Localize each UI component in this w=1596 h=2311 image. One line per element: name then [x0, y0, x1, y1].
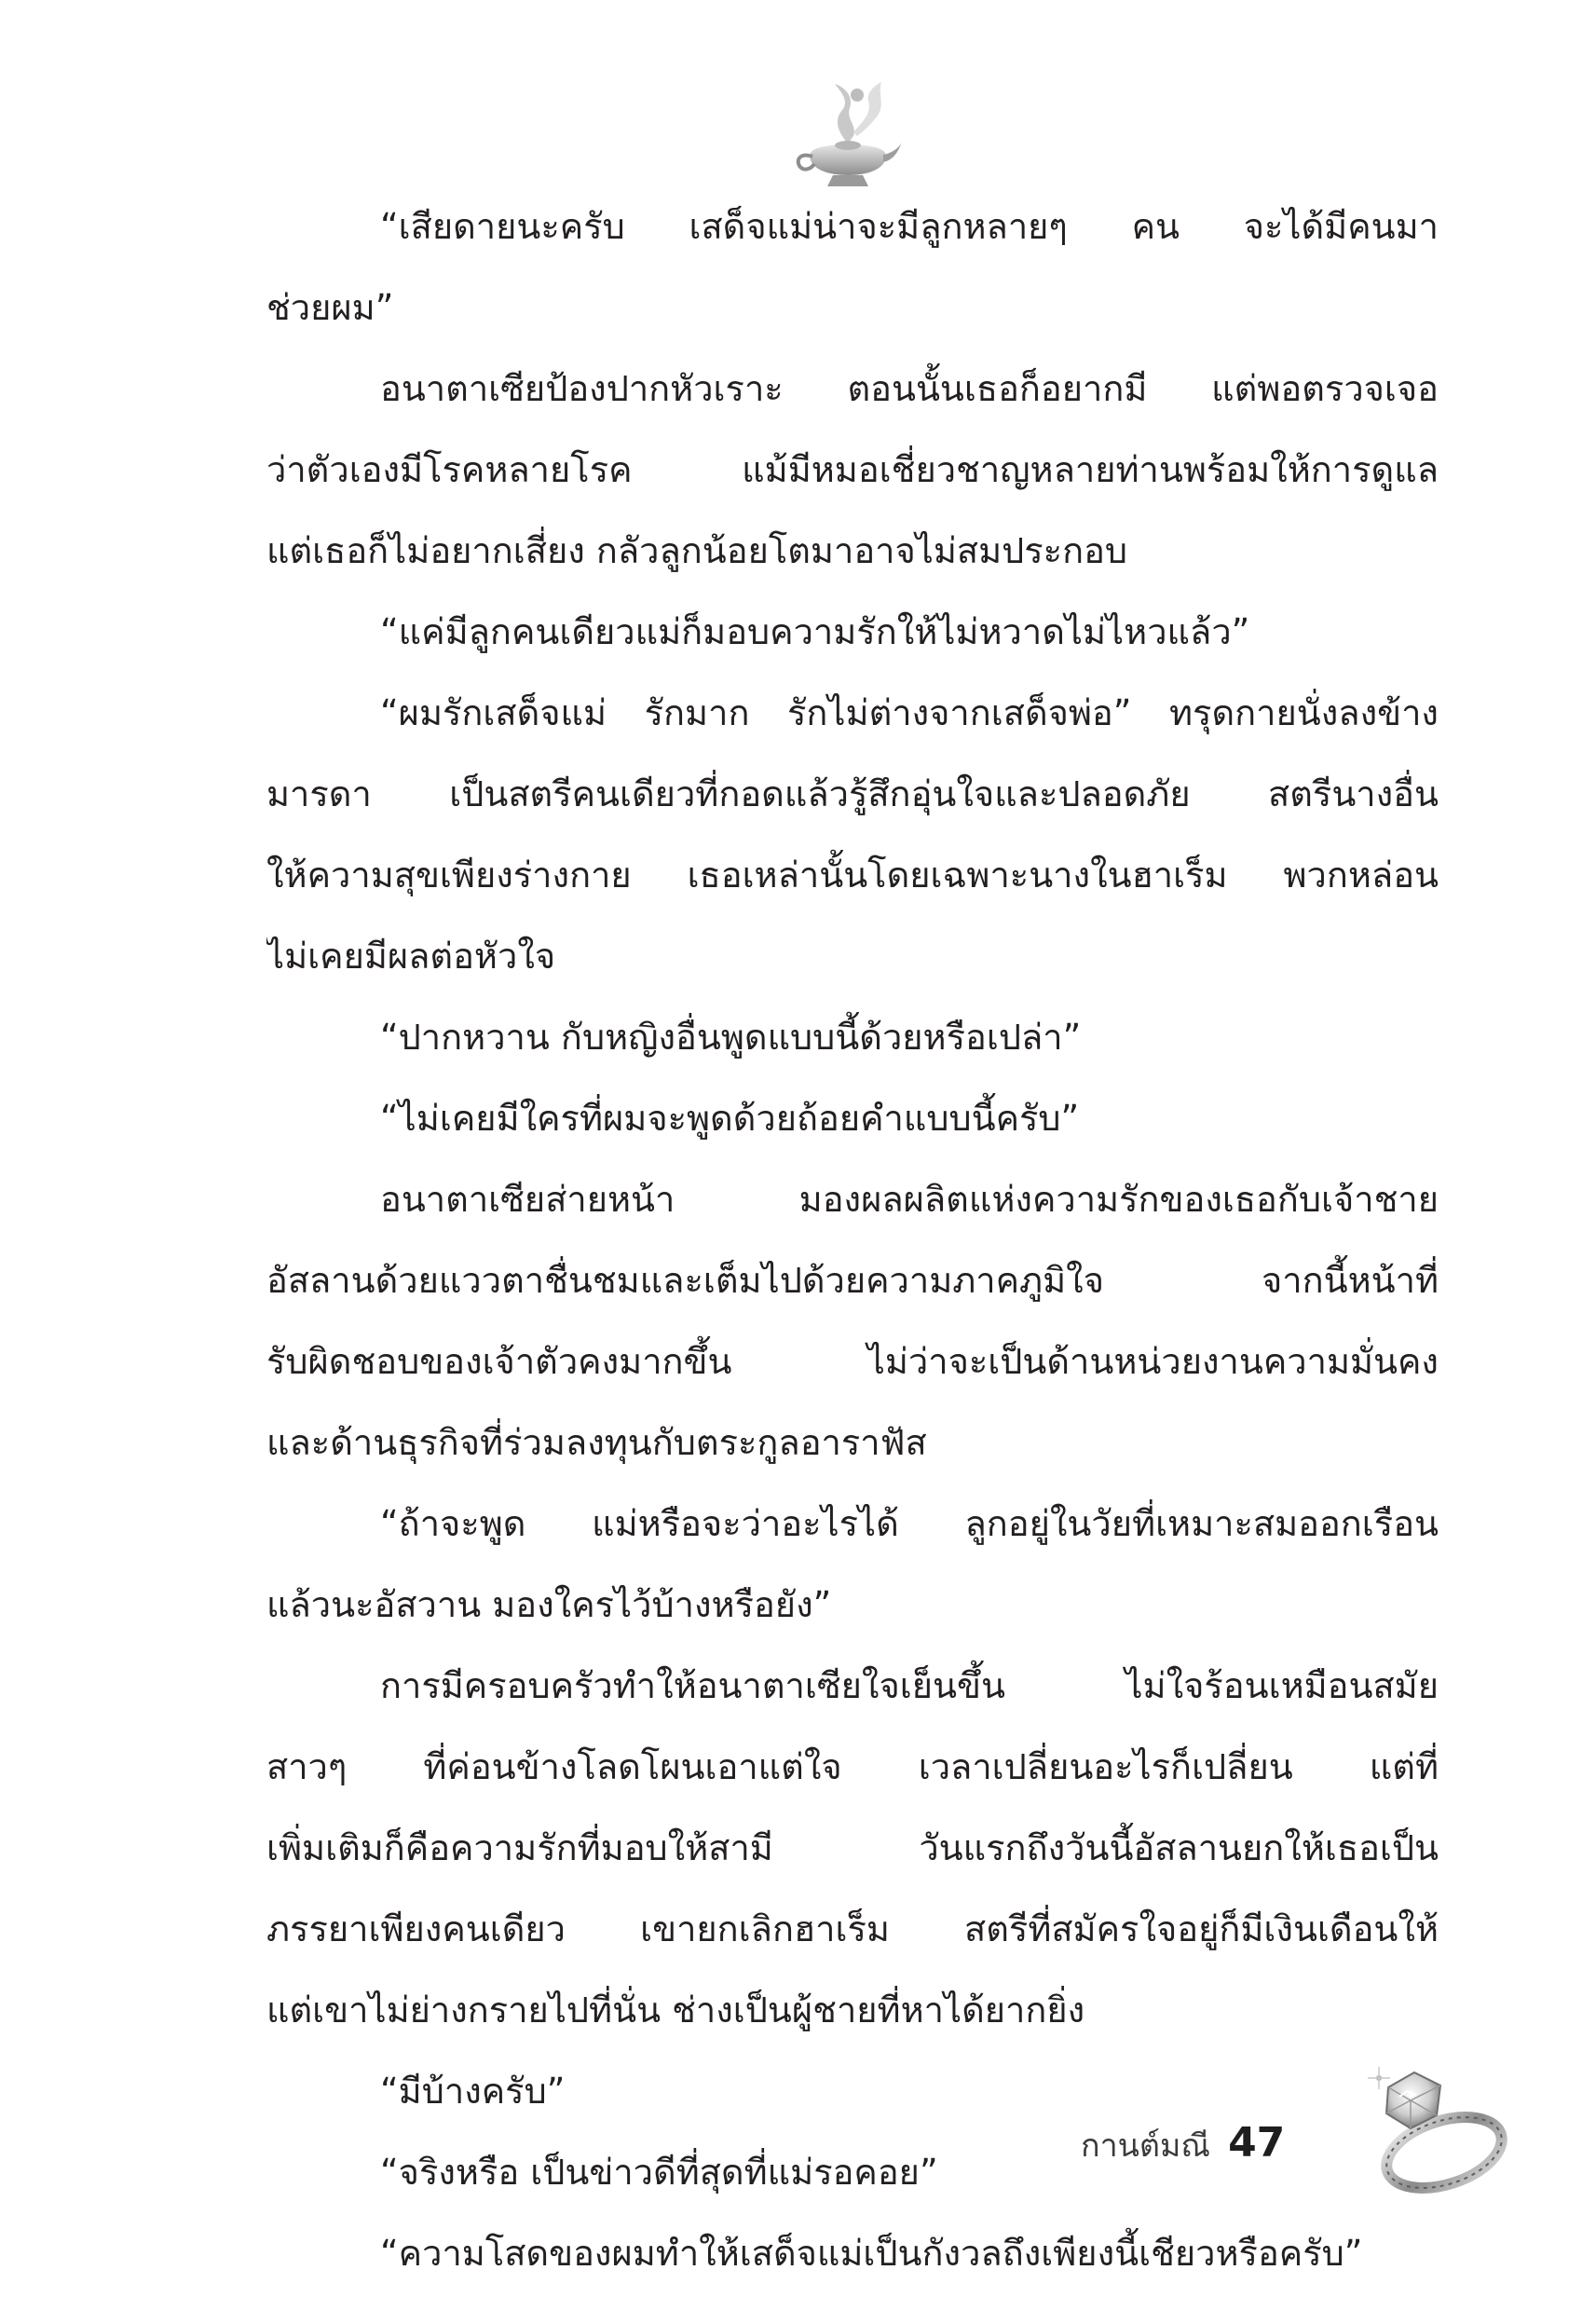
text-line: “ปากหวาน กับหญิงอื่นพูดแบบนี้ด้วยหรือเปล่า” [380, 1017, 1082, 1058]
text-line: ว่าตัวเองมีโรคหลายโรค แม้มีหมอเชี่ยวชาญหลายท่านพร้อมให้การดูแล [266, 449, 1439, 490]
text-line: การมีครอบครัวทำให้อนาตาเซียใจเย็นขึ้น ไม่ใจร้อนเหมือนสมัย [380, 1665, 1439, 1706]
text-line: อัสลานด้วยแววตาชื่นชมและเต็มไปด้วยความภาคภูมิใจ จากนี้หน้าที่ [266, 1260, 1439, 1301]
text-line: รับผิดชอบของเจ้าตัวคงมากขึ้น ไม่ว่าจะเป็นด้านหน่วยงานความมั่นคง [266, 1341, 1439, 1382]
text-line: มารดา เป็นสตรีคนเดียวที่กอดแล้วรู้สึกอุ่นใจและปลอดภัย สตรีนางอื่น [266, 773, 1439, 814]
text-line: “จริงหรือ เป็นข่าวดีที่สุดที่แม่รอคอย” [380, 2152, 938, 2193]
text-line: “ไม่เคยมีใครที่ผมจะพูดด้วยถ้อยคำแบบนี้ครับ” [380, 1098, 1080, 1139]
text-line: สาวๆ ที่ค่อนข้างโลดโผนเอาแต่ใจ เวลาเปลี่ยนอะไรก็เปลี่ยน แต่ที่ [266, 1746, 1439, 1787]
text-line: ให้ความสุขเพียงร่างกาย เธอเหล่านั้นโดยเฉพาะนางในฮาเร็ม พวกหล่อน [266, 855, 1439, 896]
page-number: 47 [1228, 2119, 1286, 2167]
text-line: ช่วยผม” [266, 287, 394, 328]
text-line: และด้านธุรกิจที่ร่วมลงทุนกับตระกูลอาราฟัส [266, 1422, 927, 1463]
text-line: แต่เธอก็ไม่อยากเสี่ยง กลัวลูกน้อยโตมาอาจไม่สมประกอบ [266, 530, 1128, 571]
page-footer [1081, 2111, 1285, 2176]
text-line: อนาตาเซียป้องปากหัวเราะ ตอนนั้นเธอก็อยากมี แต่พอตรวจเจอ [380, 368, 1439, 409]
diamond-ring-icon [1351, 2059, 1519, 2199]
text-line: แต่เขาไม่ย่างกรายไปที่นั่น ช่างเป็นผู้ชายที่หาได้ยากยิ่ง [266, 1990, 1085, 2031]
text-line: ไม่เคยมีผลต่อหัวใจ [266, 936, 556, 977]
text-line: เพิ่มเติมก็คือความรักที่มอบให้สามี วันแรกถึงวันนี้อัสลานยกให้เธอเป็น [266, 1827, 1439, 1868]
magic-lamp-icon [792, 67, 904, 193]
text-line: “ถ้าจะพูด แม่หรือจะว่าอะไรได้ ลูกอยู่ในวัยที่เหมาะสมออกเรือน [380, 1503, 1439, 1544]
book-title: กานต์มณี [1081, 2127, 1210, 2165]
text-line: “ผมรักเสด็จแม่ รักมาก รักไม่ต่างจากเสด็จพ่อ” ทรุดกายนั่งลงข้าง [380, 692, 1439, 733]
story-text [266, 186, 1439, 2294]
text-line: “ความโสดของผมทำให้เสด็จแม่เป็นกังวลถึงเพียงนี้เชียวหรือครับ” [380, 2233, 1363, 2274]
text-line: ภรรยาเพียงคนเดียว เขายกเลิกฮาเร็ม สตรีที่สมัครใจอยู่ก็มีเงินเดือนให้ [266, 1908, 1439, 1949]
text-line: “แค่มีลูกคนเดียวแม่ก็มอบความรักให้ไม่หวาดไม่ไหวแล้ว” [380, 611, 1250, 652]
text-line: แล้วนะอัสวาน มองใครไว้บ้างหรือยัง” [266, 1584, 832, 1625]
text-line: อนาตาเซียส่ายหน้า มองผลผลิตแห่งความรักของเธอกับเจ้าชาย [380, 1179, 1439, 1220]
text-line: “มีบ้างครับ” [380, 2071, 566, 2112]
text-line: “เสียดายนะครับ เสด็จแม่น่าจะมีลูกหลายๆ คน จะได้มีคนมา [380, 206, 1439, 247]
